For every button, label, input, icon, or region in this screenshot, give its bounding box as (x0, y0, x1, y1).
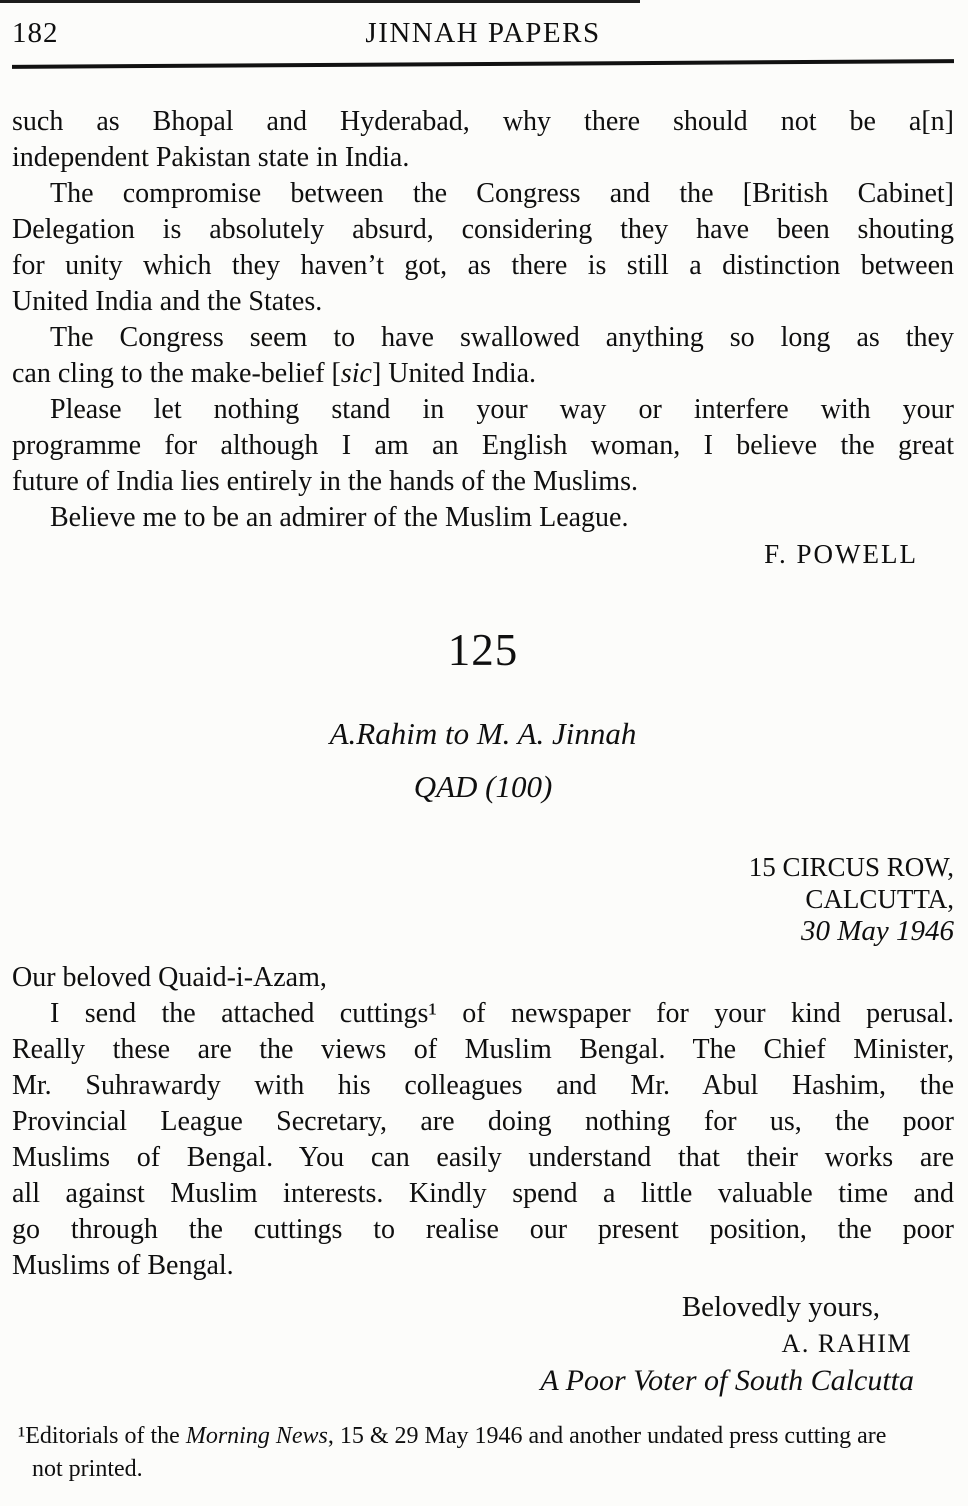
footnote-segment: , 15 & 29 May 1946 and another undated press cutting are (327, 1423, 887, 1449)
text-line: Provincial League Secretary, are doing nothing for us, the poor (12, 1106, 954, 1137)
text-line: all against Muslim interests. Kindly spend a little valuable time and (12, 1178, 954, 1209)
paragraph-congress (12, 320, 954, 392)
paragraph-please (12, 392, 954, 500)
text-segment: can cling to the make-belief [ (12, 358, 341, 389)
page-number: 182 (12, 17, 59, 49)
text-line: I send the attached cuttings¹ of newspaper for your kind perusal. (50, 998, 954, 1029)
running-title: JINNAH PAPERS (365, 17, 601, 49)
text-line: such as Bhopal and Hyderabad, why there should not be a[n] (12, 106, 954, 137)
text-line: programme for although I am an English woman, I believe the great (12, 430, 954, 461)
footnote (12, 1420, 954, 1486)
letter-body (12, 996, 954, 1284)
footnote-line (18, 1420, 954, 1453)
text-line: Believe me to be an admirer of the Muslim League. (50, 502, 629, 533)
salutation: Our beloved Quaid-i-Azam, (12, 962, 327, 993)
closing: Belovedly yours, (681, 1291, 880, 1323)
text-line: Muslims of Bengal. You can easily understand that their works are (12, 1142, 954, 1173)
address-line: 15 CIRCUS ROW, (748, 852, 954, 882)
paragraph-continuation (12, 104, 954, 176)
text-line: Delegation is absolutely absurd, considering they have been shouting (12, 214, 954, 245)
letter-reference: QAD (100) (413, 769, 553, 804)
page-content (0, 16, 968, 1486)
text-segment: ] United India. (371, 358, 537, 389)
signatory: A. RAHIM (781, 1329, 912, 1358)
text-line: The Congress seem to have swallowed anything so long as they (50, 322, 954, 353)
address-line: CALCUTTA, (805, 884, 954, 914)
text-line: The compromise between the Congress and the [British Cabinet] (50, 178, 954, 209)
letter-number-heading: 125 (447, 625, 519, 675)
footnote-source-italic: Morning News (185, 1423, 328, 1449)
text-line: for unity which they haven’t got, as there is still a distinction between (12, 250, 954, 281)
text-line: United India and the States. (12, 286, 323, 317)
paragraph-believe (12, 500, 954, 536)
scan-artifact-top-edge (0, 0, 640, 3)
text-line: Muslims of Bengal. (12, 1250, 234, 1281)
text-line: Really these are the views of Muslim Bengal. The Chief Minister, (12, 1034, 954, 1065)
sic-italic: sic (340, 358, 372, 389)
footnote-segment: ¹Editorials of the (18, 1423, 186, 1449)
text-line: go through the cuttings to realise our present position, the poor (12, 1214, 954, 1245)
signatory-note: A Poor Voter of South Calcutta (540, 1364, 914, 1397)
address-block (12, 851, 954, 947)
text-line: independent Pakistan state in India. (12, 142, 410, 173)
paragraph-compromise (12, 176, 954, 320)
text-line: Please let nothing stand in your way or interfere with your (50, 394, 954, 425)
powell-signature: F. POWELL (764, 539, 918, 569)
letter-title: A.Rahim to M. A. Jinnah (329, 716, 637, 751)
footnote-line: not printed. (32, 1456, 143, 1482)
text-line: future of India lies entirely in the hands of the Muslims. (12, 466, 638, 497)
running-header (12, 16, 954, 52)
letter-date: 30 May 1946 (800, 915, 954, 947)
text-line: Mr. Suhrawardy with his colleagues and Mr. Abul Hashim, the (12, 1070, 954, 1101)
text-line (12, 356, 954, 392)
header-rule (12, 59, 954, 69)
